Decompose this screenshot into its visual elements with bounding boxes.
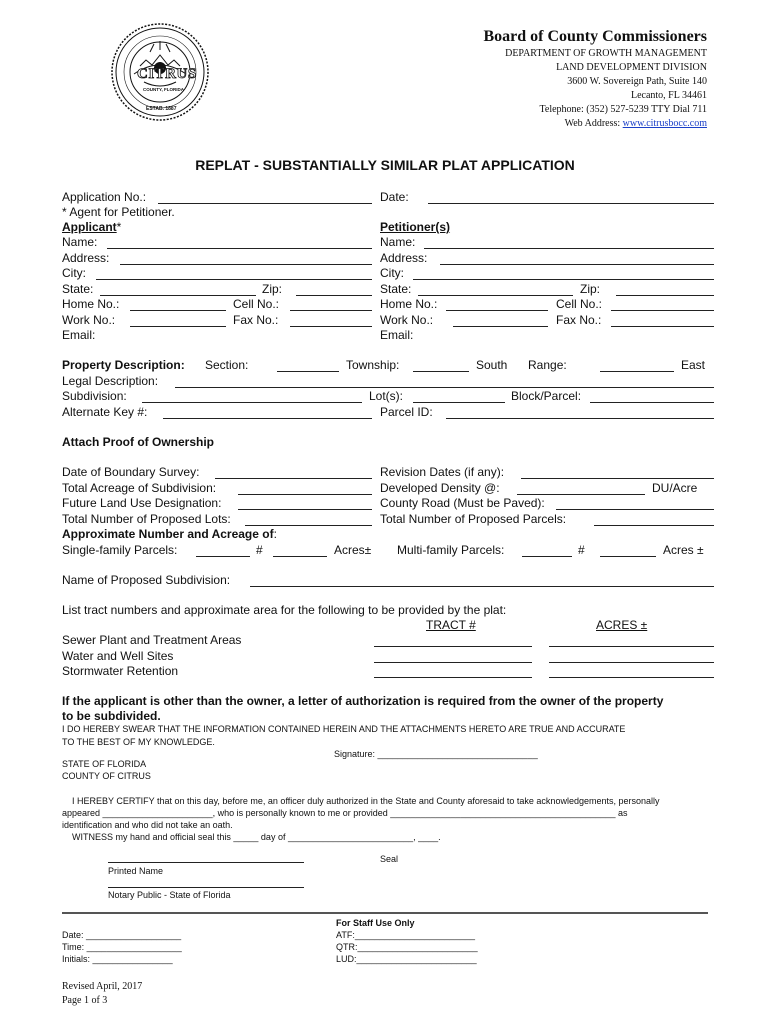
approx-colon: : bbox=[273, 527, 277, 541]
section-field[interactable] bbox=[277, 358, 339, 372]
staff-use-title: For Staff Use Only bbox=[336, 918, 415, 928]
applicant-home-field[interactable] bbox=[130, 297, 226, 311]
web-prefix: Web Address: bbox=[564, 118, 623, 129]
notary-signature-line[interactable] bbox=[108, 887, 304, 888]
certify-line1: I HEREBY CERTIFY that on this day, before me, an officer duly authorized in the State and County aforesaid to take acknowledgements, personally bbox=[72, 796, 660, 806]
applicant-state-field[interactable] bbox=[100, 282, 256, 296]
parcel-id-field[interactable] bbox=[446, 405, 714, 419]
notary-public-label: Notary Public - State of Florida bbox=[108, 890, 231, 900]
parcel-id-label: Parcel ID: bbox=[380, 405, 433, 419]
division-name: LAND DEVELOPMENT DIVISION bbox=[556, 62, 707, 73]
approx-number-text: Approximate Number and Acreage of bbox=[62, 527, 274, 541]
staff-qtr: QTR:________________________ bbox=[336, 942, 478, 952]
multi-family-acres-field[interactable] bbox=[600, 543, 656, 557]
authorization-note-line2: to be subdivided. bbox=[62, 709, 161, 723]
petitioner-zip-field[interactable] bbox=[616, 282, 714, 296]
signature-line[interactable]: Signature: ________________________________ bbox=[334, 749, 538, 759]
petitioner-fax-label: Fax No.: bbox=[556, 313, 602, 327]
seal-label: Seal bbox=[380, 854, 399, 864]
county-seal-logo bbox=[110, 22, 210, 122]
developed-density-field[interactable] bbox=[517, 481, 645, 495]
applicant-cell-label: Cell No.: bbox=[233, 297, 280, 311]
tract-number-field[interactable] bbox=[374, 633, 532, 647]
authorization-note-line1: If the applicant is other than the owner, a letter of authorization is required from the owner of the property bbox=[62, 694, 664, 708]
petitioner-city-field[interactable] bbox=[413, 266, 714, 280]
single-family-acres-label: Acres± bbox=[334, 543, 372, 557]
applicant-work-label: Work No.: bbox=[62, 313, 116, 327]
petitioner-email-label: Email: bbox=[380, 328, 414, 342]
future-land-use-label: Future Land Use Designation: bbox=[62, 496, 222, 510]
total-acreage-field[interactable] bbox=[238, 481, 372, 495]
legal-description-field[interactable] bbox=[175, 374, 714, 388]
petitioner-city-label: City: bbox=[380, 266, 404, 280]
south-label: South bbox=[476, 358, 508, 372]
property-description-label: Property Description: bbox=[62, 358, 185, 372]
seal-established: ESTAB. 1887 bbox=[146, 106, 177, 112]
witness-line: WITNESS my hand and official seal this _____ day of _________________________, ____. bbox=[72, 832, 441, 842]
tracts-intro: List tract numbers and approximate area for the following to be provided by the plat: bbox=[62, 603, 507, 617]
lots-field[interactable] bbox=[413, 389, 505, 403]
applicant-address-field[interactable] bbox=[120, 251, 372, 265]
township-label: Township: bbox=[346, 358, 400, 372]
department-name: DEPARTMENT OF GROWTH MANAGEMENT bbox=[505, 48, 707, 59]
applicant-name-label: Name: bbox=[62, 235, 98, 249]
application-no-label: Application No.: bbox=[62, 190, 147, 204]
petitioner-zip-label: Zip: bbox=[580, 282, 601, 296]
east-label: East bbox=[681, 358, 706, 372]
petitioner-heading: Petitioner(s) bbox=[380, 220, 451, 234]
petitioner-cell-field[interactable] bbox=[611, 297, 714, 311]
proposed-subdivision-label: Name of Proposed Subdivision: bbox=[62, 573, 231, 587]
section-label: Section: bbox=[205, 358, 249, 372]
application-no-field[interactable] bbox=[158, 190, 372, 204]
petitioner-name-label: Name: bbox=[380, 235, 416, 249]
city-address: Lecanto, FL 34461 bbox=[630, 90, 707, 101]
proposed-subdivision-field[interactable] bbox=[250, 573, 714, 587]
block-parcel-label: Block/Parcel: bbox=[511, 389, 582, 403]
petitioner-home-field[interactable] bbox=[446, 297, 548, 311]
county-road-field[interactable] bbox=[556, 496, 714, 510]
agent-note: * Agent for Petitioner. bbox=[62, 205, 175, 219]
revision-dates-field[interactable] bbox=[521, 465, 714, 479]
certify-line3: identification and who did not take an oath. bbox=[62, 820, 233, 830]
tract-number-field[interactable] bbox=[374, 649, 532, 663]
total-lots-field[interactable] bbox=[245, 512, 372, 526]
tract-acres-field[interactable] bbox=[549, 664, 714, 678]
petitioner-fax-field[interactable] bbox=[611, 313, 714, 327]
seal-lettering: CITRUS bbox=[137, 66, 197, 82]
multi-family-acres-label: Acres ± bbox=[663, 543, 704, 557]
petitioner-name-field[interactable] bbox=[424, 235, 714, 249]
future-land-use-field[interactable] bbox=[238, 496, 372, 510]
acres-column-header: ACRES ± bbox=[596, 618, 648, 632]
sworn-statement-line1: I DO HEREBY SWEAR THAT THE INFORMATION CONTAINED HEREIN AND THE ATTACHMENTS HERETO ARE TRUE AND ACCURATE bbox=[62, 724, 626, 734]
tract-number-field[interactable] bbox=[374, 664, 532, 678]
tract-row-label: Sewer Plant and Treatment Areas bbox=[62, 633, 242, 647]
state-of-florida: STATE OF FLORIDA bbox=[62, 759, 147, 769]
petitioner-state-field[interactable] bbox=[418, 282, 573, 296]
alternate-key-label: Alternate Key #: bbox=[62, 405, 148, 419]
total-parcels-label: Total Number of Proposed Parcels: bbox=[380, 512, 567, 526]
street-address: 3600 W. Sovereign Path, Suite 140 bbox=[567, 76, 707, 87]
petitioner-state-label: State: bbox=[380, 282, 412, 296]
applicant-heading bbox=[62, 220, 121, 234]
block-parcel-field[interactable] bbox=[590, 389, 714, 403]
tract-row-label: Water and Well Sites bbox=[62, 649, 174, 663]
applicant-zip-label: Zip: bbox=[262, 282, 283, 296]
web-link[interactable]: www.citrusbocc.com bbox=[622, 118, 707, 129]
staff-initials: Initials: ________________ bbox=[62, 954, 173, 964]
sworn-statement-line2: TO THE BEST OF MY KNOWLEDGE. bbox=[62, 737, 215, 747]
applicant-home-label: Home No.: bbox=[62, 297, 120, 311]
approx-number-heading bbox=[62, 527, 277, 541]
total-parcels-field[interactable] bbox=[594, 512, 714, 526]
tract-acres-field[interactable] bbox=[549, 633, 714, 647]
applicant-star: * bbox=[116, 220, 122, 234]
county-of-citrus: COUNTY OF CITRUS bbox=[62, 771, 151, 781]
tract-column-header: TRACT # bbox=[426, 618, 476, 632]
staff-atf: ATF:________________________ bbox=[336, 930, 475, 940]
county-road-label: County Road (Must be Paved): bbox=[380, 496, 545, 510]
page-number: Page 1 of 3 bbox=[62, 995, 108, 1006]
alternate-key-field[interactable] bbox=[163, 405, 372, 419]
staff-divider bbox=[62, 912, 708, 914]
phone-number: Telephone: (352) 527-5239 TTY Dial 711 bbox=[539, 104, 707, 115]
applicant-city-label: City: bbox=[62, 266, 86, 280]
single-family-label: Single-family Parcels: bbox=[62, 543, 178, 557]
range-field[interactable] bbox=[600, 358, 674, 372]
township-field[interactable] bbox=[413, 358, 469, 372]
applicant-name-field[interactable] bbox=[107, 235, 372, 249]
web-address bbox=[565, 118, 707, 129]
petitioner-work-field[interactable] bbox=[453, 313, 548, 327]
revision-dates-label: Revision Dates (if any): bbox=[380, 465, 505, 479]
printed-name-label: Printed Name bbox=[108, 866, 164, 876]
staff-lud: LUD:________________________ bbox=[336, 954, 477, 964]
date-label: Date: bbox=[380, 190, 409, 204]
applicant-cell-field[interactable] bbox=[290, 297, 372, 311]
applicant-email-label: Email: bbox=[62, 328, 96, 342]
total-acreage-label: Total Acreage of Subdivision: bbox=[62, 481, 217, 495]
single-family-hash: # bbox=[256, 543, 263, 557]
subdivision-label: Subdivision: bbox=[62, 389, 127, 403]
single-family-acres-field[interactable] bbox=[273, 543, 327, 557]
petitioner-address-field[interactable] bbox=[440, 251, 714, 265]
board-title: Board of County Commissioners bbox=[483, 28, 707, 45]
boundary-survey-label: Date of Boundary Survey: bbox=[62, 465, 200, 479]
lots-label: Lot(s): bbox=[369, 389, 404, 403]
tract-acres-field[interactable] bbox=[549, 649, 714, 663]
petitioner-address-label: Address: bbox=[380, 251, 428, 265]
date-field[interactable] bbox=[428, 190, 714, 204]
certify-line2: appeared ______________________, who is personally known to me or provided _____________________________________________ as bbox=[62, 808, 628, 818]
boundary-survey-field[interactable] bbox=[215, 465, 372, 479]
multi-family-hash: # bbox=[578, 543, 585, 557]
staff-date: Date: ___________________ bbox=[62, 930, 182, 940]
petitioner-cell-label: Cell No.: bbox=[556, 297, 603, 311]
total-lots-label: Total Number of Proposed Lots: bbox=[62, 512, 231, 526]
petitioner-home-label: Home No.: bbox=[380, 297, 438, 311]
range-label: Range: bbox=[528, 358, 567, 372]
applicant-zip-field[interactable] bbox=[296, 282, 372, 296]
printed-name-signature-line[interactable] bbox=[108, 862, 304, 863]
page-title: REPLAT - SUBSTANTIALLY SIMILAR PLAT APPLICATION bbox=[195, 157, 575, 173]
applicant-fax-field[interactable] bbox=[290, 313, 372, 327]
single-family-count-field[interactable] bbox=[196, 543, 250, 557]
applicant-state-label: State: bbox=[62, 282, 94, 296]
multi-family-label: Multi-family Parcels: bbox=[397, 543, 505, 557]
subdivision-field[interactable] bbox=[142, 389, 362, 403]
petitioner-work-label: Work No.: bbox=[380, 313, 434, 327]
seal-ring-text: COUNTY, FLORIDA bbox=[143, 87, 184, 92]
multi-family-count-field[interactable] bbox=[522, 543, 572, 557]
applicant-heading-text: Applicant bbox=[62, 220, 117, 234]
tract-row-label: Stormwater Retention bbox=[62, 664, 179, 678]
applicant-address-label: Address: bbox=[62, 251, 110, 265]
legal-description-label: Legal Description: bbox=[62, 374, 159, 388]
developed-density-label: Developed Density @: bbox=[380, 481, 500, 495]
staff-time: Time: ___________________ bbox=[62, 942, 182, 952]
applicant-city-field[interactable] bbox=[96, 266, 372, 280]
applicant-fax-label: Fax No.: bbox=[233, 313, 279, 327]
applicant-work-field[interactable] bbox=[130, 313, 226, 327]
revised-date: Revised April, 2017 bbox=[62, 981, 143, 992]
proof-of-ownership: Attach Proof of Ownership bbox=[62, 435, 215, 449]
du-acre-label: DU/Acre bbox=[652, 481, 698, 495]
